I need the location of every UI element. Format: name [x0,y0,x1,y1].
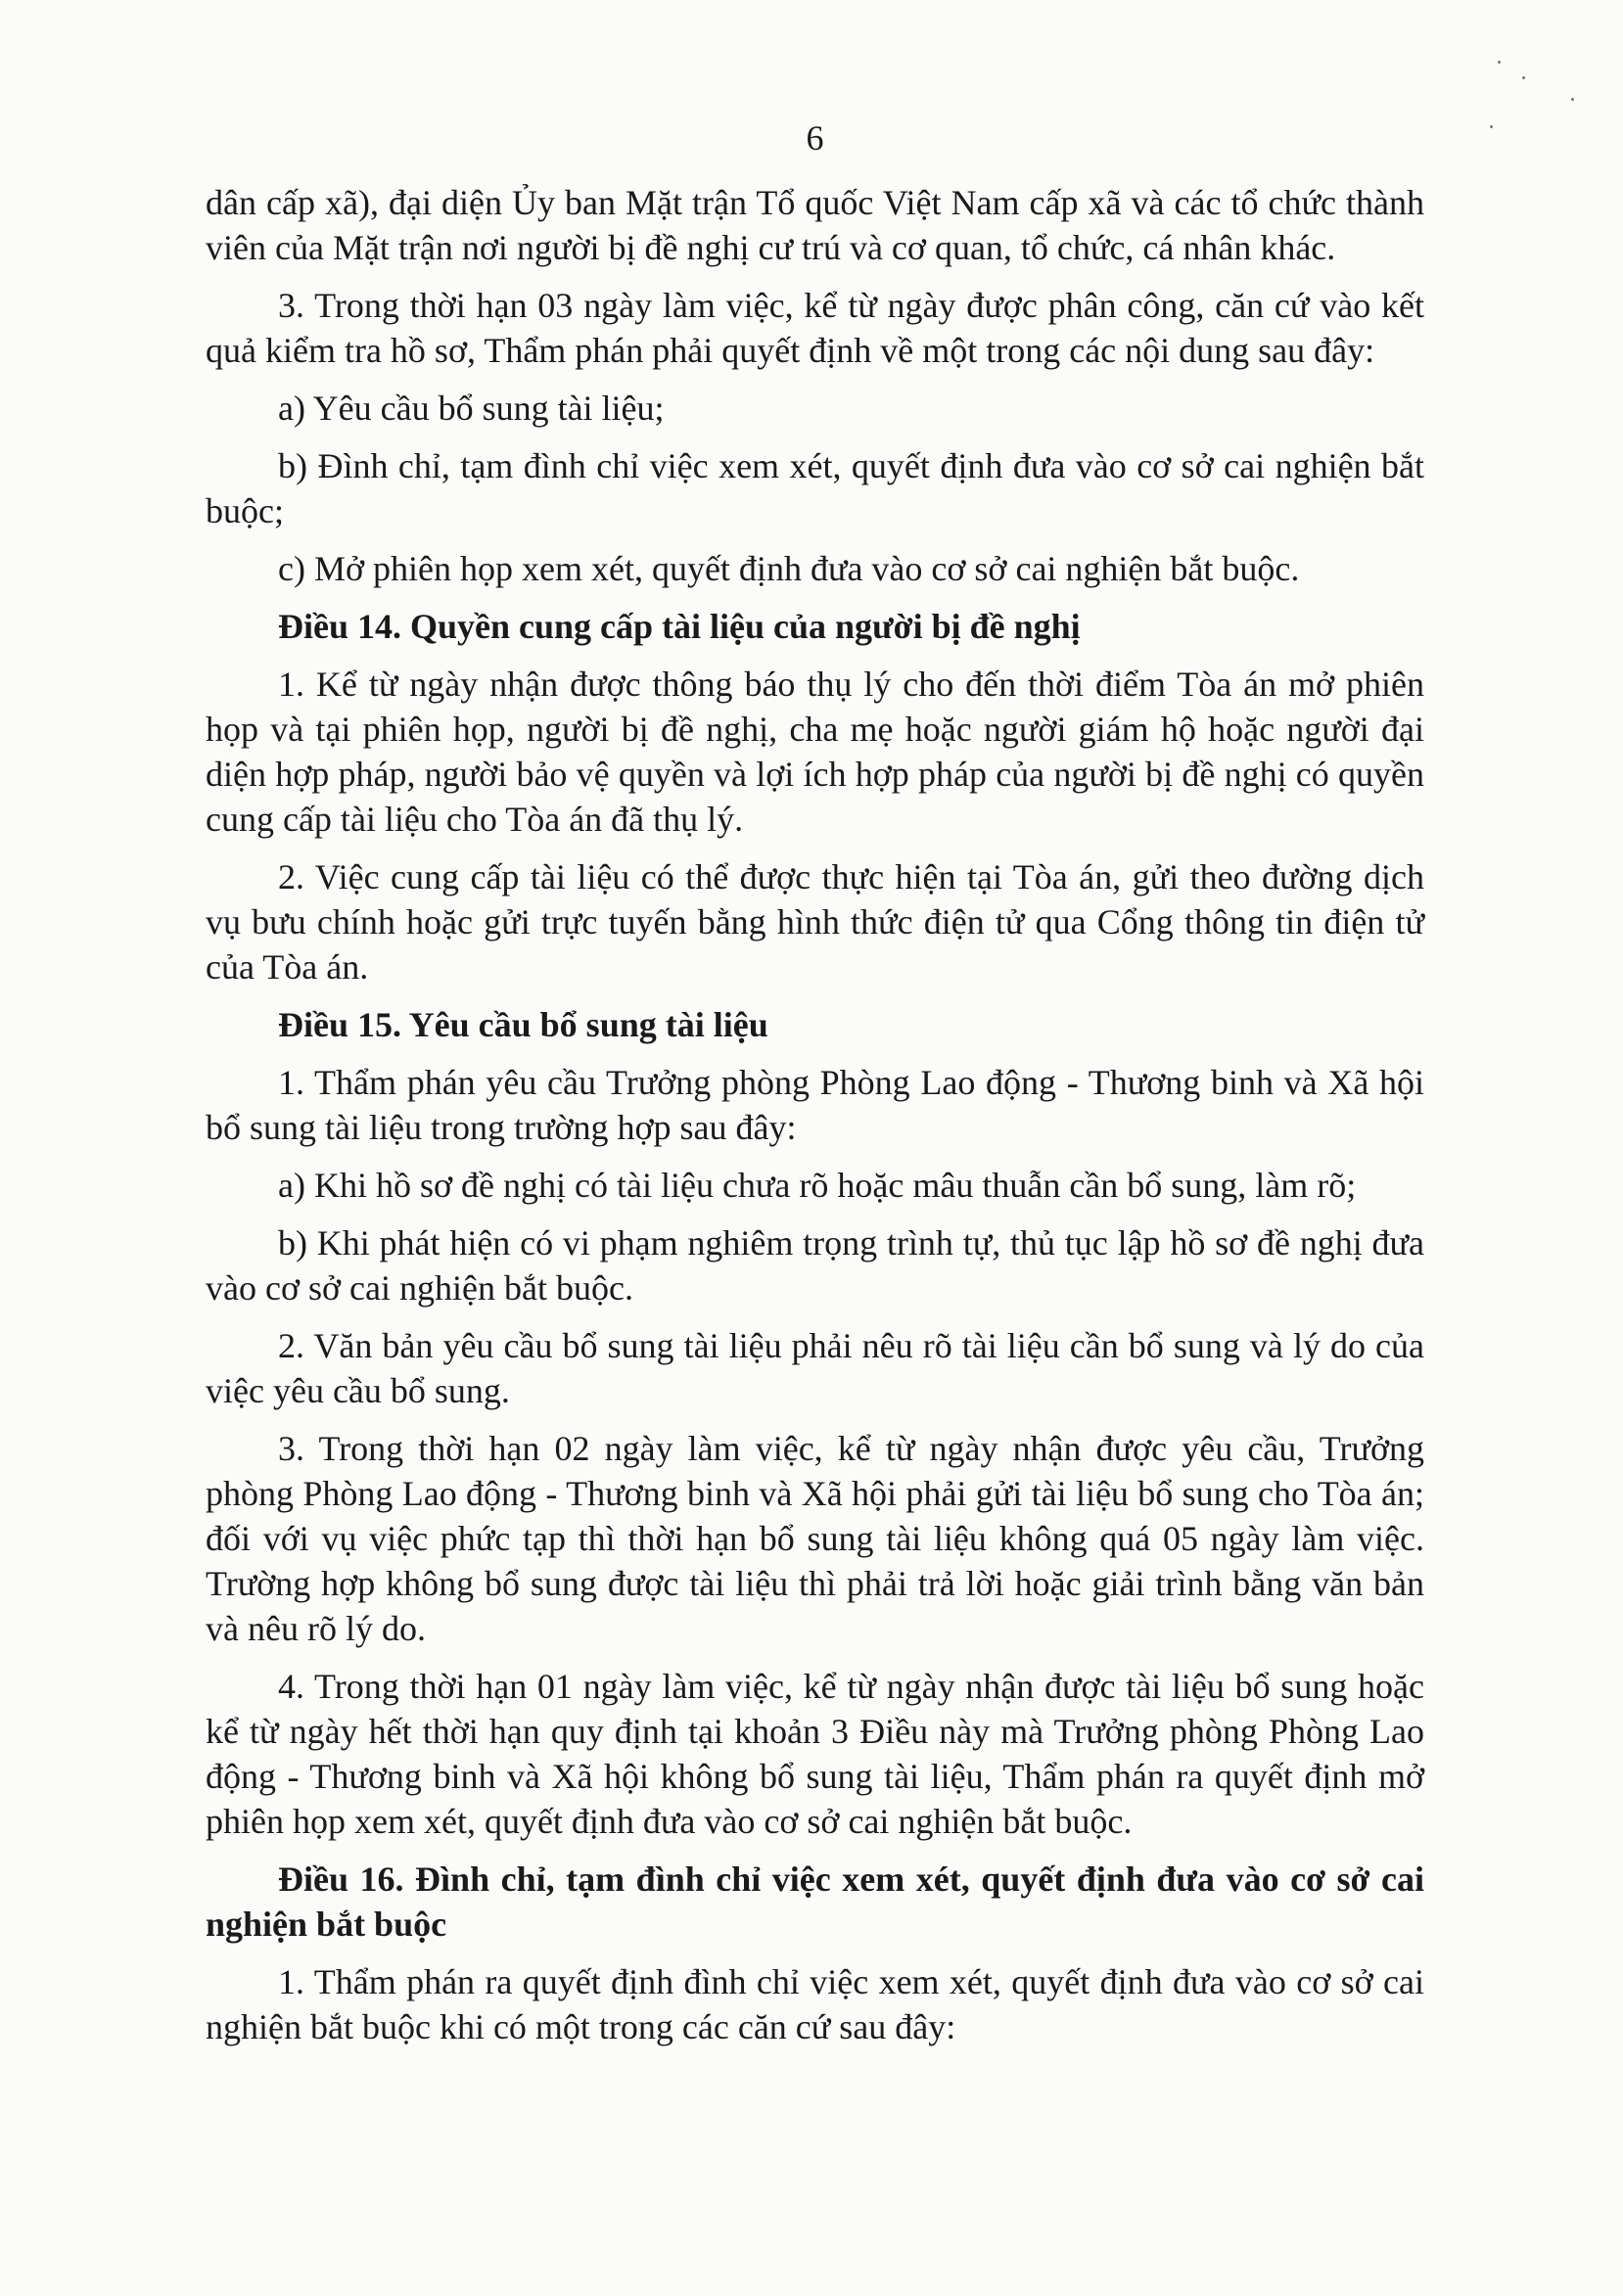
paragraph: b) Khi phát hiện có vi phạm nghiêm trọng trình tự, thủ tục lập hồ sơ đề nghị đưa vào cơ sở cai nghiện bắt buộc. [206,1223,1424,1308]
paragraph: 2. Việc cung cấp tài liệu có thể được thực hiện tại Tòa án, gửi theo đường dịch vụ bưu chính hoặc gửi trực tuyến bằng hình thức điện tử qua Cổng thông tin điện tử của Tòa án. [206,857,1424,987]
document-page [206,115,1424,2062]
paragraph: b) Đình chỉ, tạm đình chỉ việc xem xét, quyết định đưa vào cơ sở cai nghiện bắt buộc; [206,446,1424,530]
paragraph: a) Khi hồ sơ đề nghị có tài liệu chưa rõ hoặc mâu thuẫn cần bổ sung, làm rõ; [278,1166,1357,1205]
paragraph: a) Yêu cầu bổ sung tài liệu; [278,389,665,428]
paragraph: 4. Trong thời hạn 01 ngày làm việc, kể từ ngày nhận được tài liệu bổ sung hoặc kể từ ngày hết thời hạn quy định tại khoản 3 Điều này mà Trưởng phòng Phòng Lao động - Thương binh và Xã hội không bổ sung tài liệu, Thẩm phán ra quyết định mở phiên họp xem xét, quyết định đưa vào cơ sở cai nghiện bắt buộc. [206,1667,1424,1841]
article-heading: Điều 14. Quyền cung cấp tài liệu của người bị đề nghị [278,607,1081,646]
article-heading: Điều 15. Yêu cầu bổ sung tài liệu [278,1005,768,1044]
paragraph: 3. Trong thời hạn 02 ngày làm việc, kể từ ngày nhận được yêu cầu, Trưởng phòng Phòng Lao động - Thương binh và Xã hội phải gửi tài liệu bổ sung cho Tòa án; đối với vụ việc phức tạp thì thời hạn bổ sung tài liệu không quá 05 ngày làm việc. Trường hợp không bổ sung được tài liệu thì phải trả lời hoặc giải trình bằng văn bản và nêu rõ lý do. [206,1429,1424,1648]
document-body [206,180,1424,2049]
paragraph: 2. Văn bản yêu cầu bổ sung tài liệu phải nêu rõ tài liệu cần bổ sung và lý do của việc yêu cầu bổ sung. [206,1326,1424,1410]
paragraph: 1. Thẩm phán yêu cầu Trưởng phòng Phòng Lao động - Thương binh và Xã hội bổ sung tài liệu trong trường hợp sau đây: [206,1063,1424,1147]
scan-speck [1522,76,1525,79]
paragraph: 1. Thẩm phán ra quyết định đình chỉ việc xem xét, quyết định đưa vào cơ sở cai nghiện bắt buộc khi có một trong các căn cứ sau đây: [206,1962,1424,2046]
scan-speck [1498,61,1501,64]
scan-speck [1490,125,1493,128]
article-heading: Điều 16. Đình chỉ, tạm đình chỉ việc xem xét, quyết định đưa vào cơ sở cai nghiện bắt buộc [206,1860,1424,1944]
paragraph: 3. Trong thời hạn 03 ngày làm việc, kể từ ngày được phân công, căn cứ vào kết quả kiểm tra hồ sơ, Thẩm phán phải quyết định về một trong các nội dung sau đây: [206,286,1424,370]
page-number: 6 [806,118,824,158]
paragraph: 1. Kể từ ngày nhận được thông báo thụ lý cho đến thời điểm Tòa án mở phiên họp và tại phiên họp, người bị đề nghị, cha mẹ hoặc người giám hộ hoặc người đại diện hợp pháp, người bảo vệ quyền và lợi ích hợp pháp của người bị đề nghị có quyền cung cấp tài liệu cho Tòa án đã thụ lý. [206,665,1424,839]
scan-speck [1571,98,1574,101]
paragraph: dân cấp xã), đại diện Ủy ban Mặt trận Tổ quốc Việt Nam cấp xã và các tổ chức thành viên của Mặt trận nơi người bị đề nghị cư trú và cơ quan, tổ chức, cá nhân khác. [206,183,1424,267]
paragraph: c) Mở phiên họp xem xét, quyết định đưa vào cơ sở cai nghiện bắt buộc. [278,549,1300,588]
